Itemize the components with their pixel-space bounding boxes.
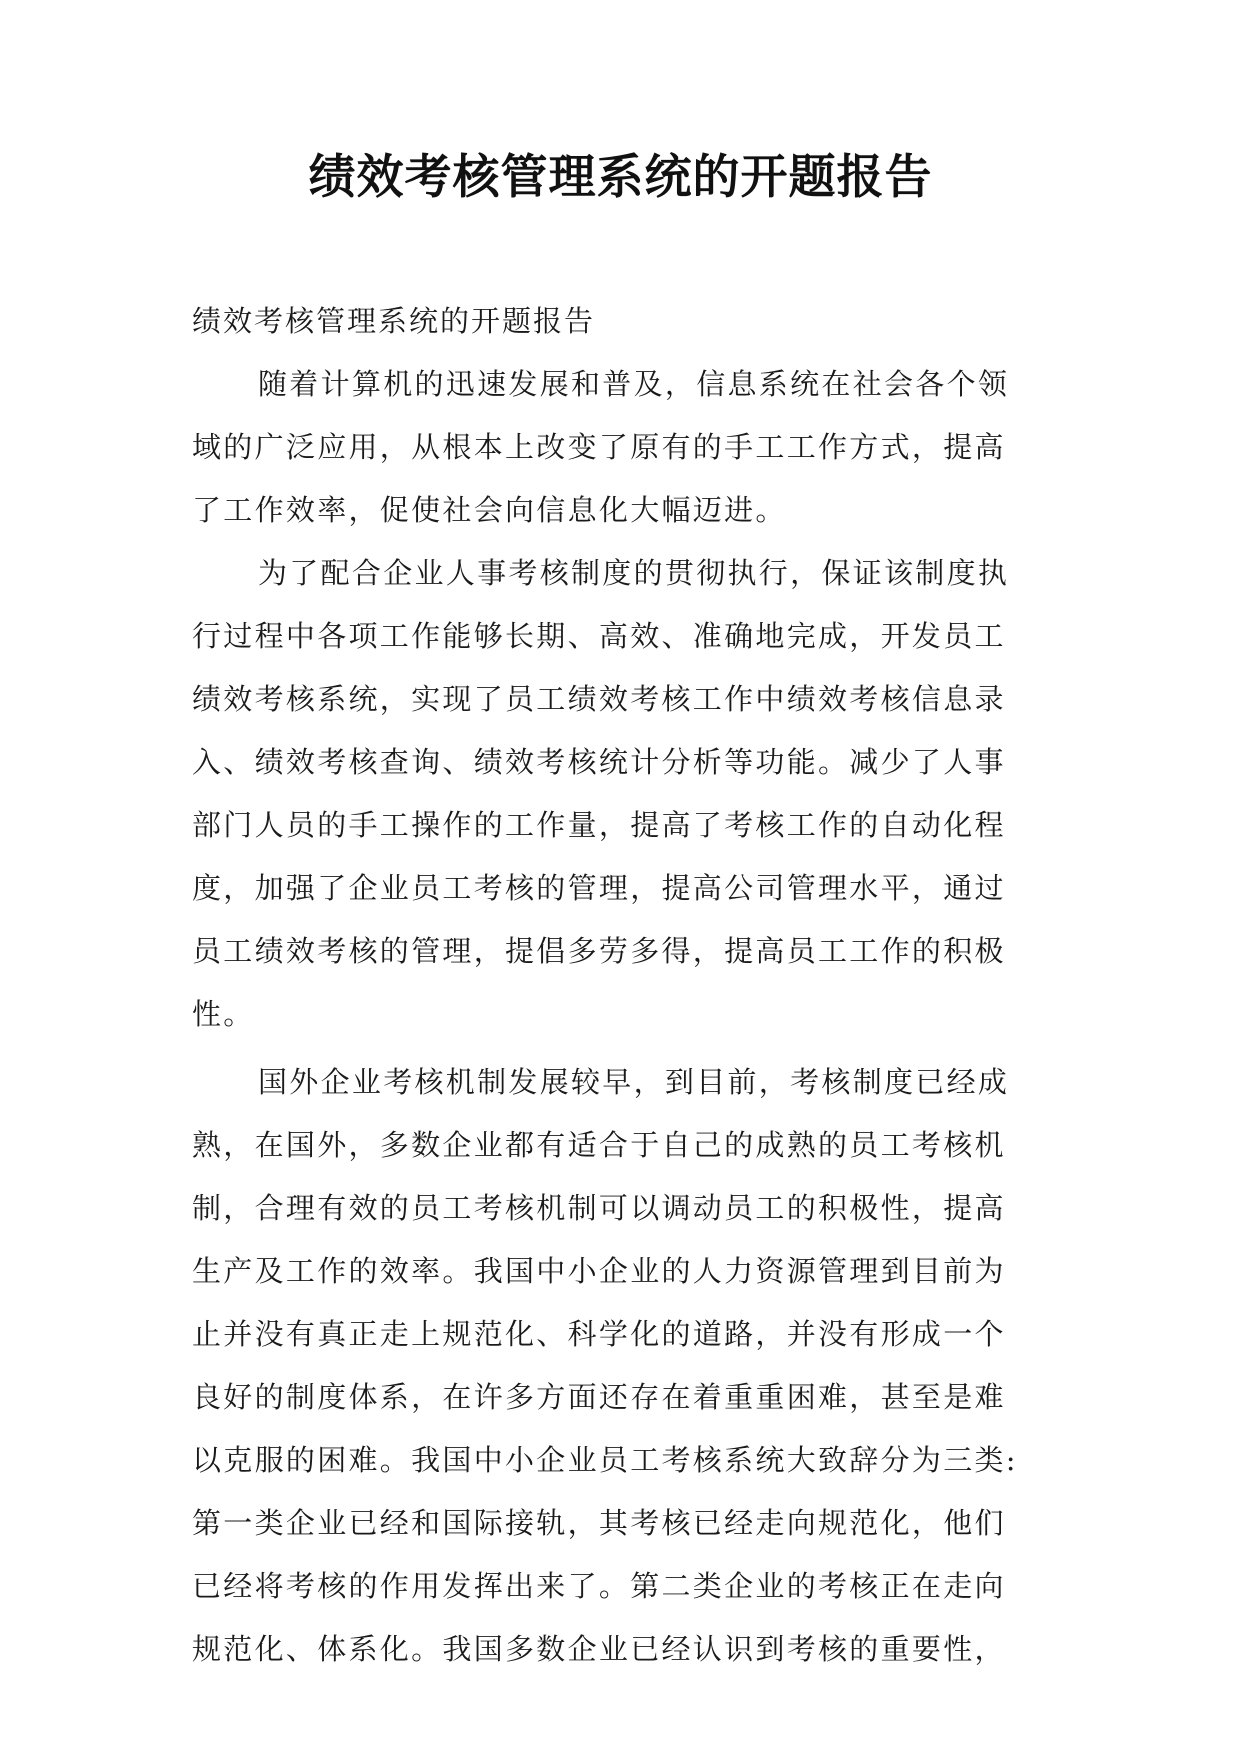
paragraph-line: 以克服的困难。我国中小企业员工考核系统大致辞分为三类:	[192, 1443, 1018, 1477]
paragraph-2	[192, 542, 1048, 1046]
paragraph-line: 度，加强了企业员工考核的管理，提高公司管理水平，通过	[192, 871, 1006, 905]
document-body	[192, 290, 1048, 1681]
paragraph-3	[192, 1051, 1048, 1681]
paragraph-line: 良好的制度体系，在许多方面还存在着重重困难，甚至是难	[192, 1380, 1006, 1414]
paragraph-line: 随着计算机的迅速发展和普及，信息系统在社会各个领	[258, 367, 1010, 401]
paragraph-line: 熟，在国外，多数企业都有适合于自己的成熟的员工考核机	[192, 1128, 1006, 1162]
paragraph-line: 行过程中各项工作能够长期、高效、准确地完成，开发员工	[192, 619, 1006, 653]
paragraph-line: 规范化、体系化。我国多数企业已经认识到考核的重要性，	[192, 1632, 1006, 1666]
paragraph-line: 止并没有真正走上规范化、科学化的道路，并没有形成一个	[192, 1317, 1006, 1351]
paragraph-line: 了工作效率，促使社会向信息化大幅迈进。	[192, 493, 787, 527]
paragraph-line: 性。	[192, 997, 255, 1031]
paragraph-line: 第一类企业已经和国际接轨，其考核已经走向规范化，他们	[192, 1506, 1006, 1540]
paragraph-line: 生产及工作的效率。我国中小企业的人力资源管理到目前为	[192, 1254, 1006, 1288]
document-subtitle: 绩效考核管理系统的开题报告	[192, 304, 596, 338]
paragraph-line: 部门人员的手工操作的工作量，提高了考核工作的自动化程	[192, 808, 1006, 842]
paragraph-line: 为了配合企业人事考核制度的贯彻执行，保证该制度执	[258, 556, 1010, 590]
paragraph-line: 已经将考核的作用发挥出来了。第二类企业的考核正在走向	[192, 1569, 1006, 1603]
paragraph-line: 域的广泛应用，从根本上改变了原有的手工工作方式，提高	[192, 430, 1006, 464]
paragraph-line: 国外企业考核机制发展较早，到目前，考核制度已经成	[258, 1065, 1010, 1099]
document-title: 绩效考核管理系统的开题报告	[308, 150, 933, 205]
paragraph-line: 制，合理有效的员工考核机制可以调动员工的积极性，提高	[192, 1191, 1006, 1225]
paragraph-line: 入、绩效考核查询、绩效考核统计分析等功能。减少了人事	[192, 745, 1006, 779]
paragraph-1	[192, 353, 1048, 542]
paragraph-line: 员工绩效考核的管理，提倡多劳多得，提高员工工作的积极	[192, 934, 1006, 968]
paragraph-line: 绩效考核系统，实现了员工绩效考核工作中绩效考核信息录	[192, 682, 1006, 716]
